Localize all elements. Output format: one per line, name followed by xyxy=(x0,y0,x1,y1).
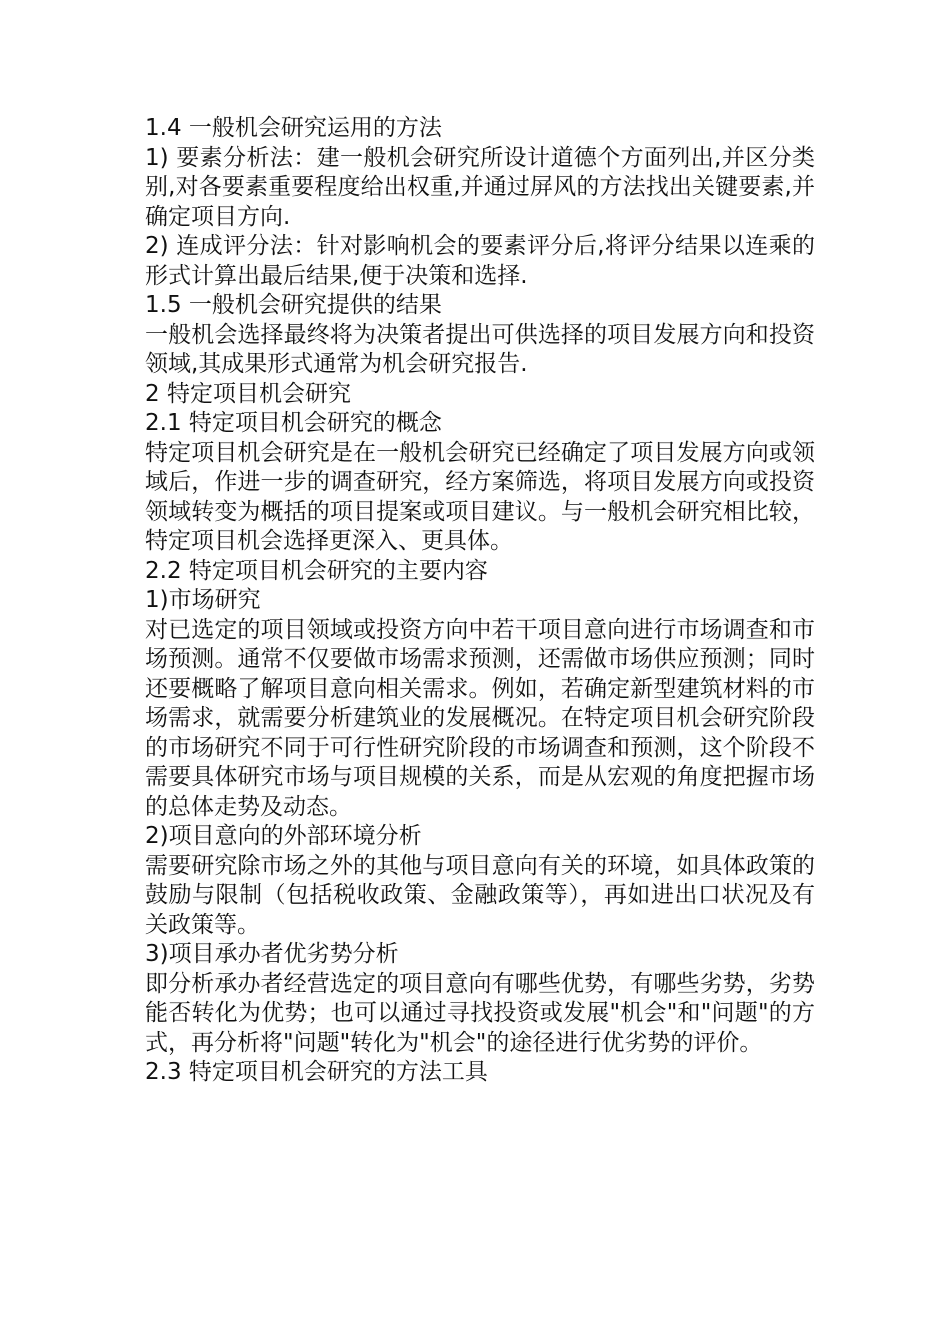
subheading-market-research: 1)市场研究 xyxy=(145,587,261,613)
paragraph-external-environment: 需要研究除市场之外的其他与项目意向有关的环境，如具体政策的鼓励与限制（包括税收政策、金融政策等），再如进出口状况及有关政策等。 xyxy=(145,852,815,938)
section-heading-1-4: 1.4 一般机会研究运用的方法 xyxy=(145,115,442,141)
paragraph-market-research: 对已选定的项目领域或投资方向中若干项目意向进行市场调查和市场预测。通常不仅要做市场需求预测，还需做市场供应预测；同时还要概略了解项目意向相关需求。例如，若确定新型建筑材料的市场需求，就需要分析建筑业的发展概况。在特定项目机会研究阶段的市场研究不同于可行性研究阶段的市场调查和预测，这个阶段不需要具体研究市场与项目规模的关系，而是从宏观的角度把握市场的总体走势及动态。 xyxy=(145,616,815,820)
section-heading-2-2: 2.2 特定项目机会研究的主要内容 xyxy=(145,557,488,584)
paragraph-general-results: 一般机会选择最终将为决策者提出可供选择的项目发展方向和投资领域,其成果形式通常为机会研究报告. xyxy=(145,321,815,377)
subheading-swot: 3)项目承办者优劣势分析 xyxy=(145,941,399,967)
section-heading-2-3: 2.3 特定项目机会研究的方法工具 xyxy=(145,1059,488,1085)
document-body xyxy=(145,114,815,1088)
section-heading-2: 2 特定项目机会研究 xyxy=(145,380,351,407)
paragraph-concept: 特定项目机会研究是在一般机会研究已经确定了项目发展方向或领域后，作进一步的调查研究，经方案筛选，将项目发展方向或投资领域转变为概括的项目提案或项目建议。与一般机会研究相比较，特定项目机会选择更深入、更具体。 xyxy=(145,439,815,554)
subheading-external-environment: 2)项目意向的外部环境分析 xyxy=(145,823,422,849)
paragraph-factor-analysis: 1) 要素分析法：建一般机会研究所设计道德个方面列出,并区分类别,对各要素重要程度给出权重,并通过屏风的方法找出关键要素,并确定项目方向. xyxy=(145,144,815,230)
paragraph-swot: 即分析承办者经营选定的项目意向有哪些优势，有哪些劣势，劣势能否转化为优势；也可以通过寻找投资或发展"机会"和"问题"的方式，再分析将"问题"转化为"机会"的途径进行优劣势的评价。 xyxy=(145,970,815,1056)
section-heading-2-1: 2.1 特定项目机会研究的概念 xyxy=(145,410,442,436)
section-heading-1-5: 1.5 一般机会研究提供的结果 xyxy=(145,292,442,318)
paragraph-scoring-method: 2) 连成评分法：针对影响机会的要素评分后,将评分结果以连乘的形式计算出最后结果,便于决策和选择. xyxy=(145,233,815,289)
